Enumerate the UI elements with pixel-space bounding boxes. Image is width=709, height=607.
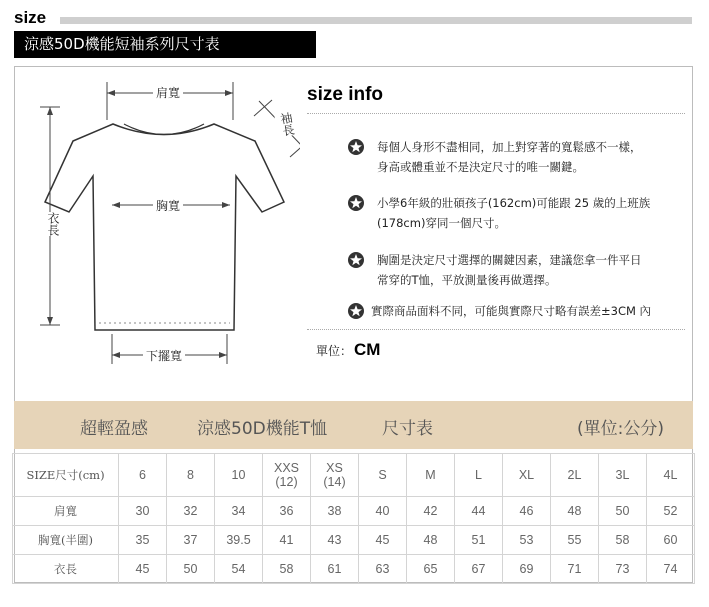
table-cell: 30 bbox=[119, 497, 167, 526]
table-cell: 48 bbox=[407, 526, 455, 555]
table-cell: 63 bbox=[359, 555, 407, 584]
info-note bbox=[347, 193, 692, 233]
sleeve-label: 袖長 bbox=[274, 110, 301, 138]
info-divider-bottom bbox=[307, 329, 685, 330]
chest-label: 胸寬 bbox=[153, 197, 183, 214]
table-cell: 42 bbox=[407, 497, 455, 526]
size-col-header: 3L bbox=[599, 454, 647, 497]
table-cell: 54 bbox=[215, 555, 263, 584]
star-icon bbox=[347, 251, 365, 269]
star-icon bbox=[347, 194, 365, 212]
shoulder-label: 肩寬 bbox=[153, 84, 183, 101]
star-icon bbox=[347, 302, 365, 320]
table-cell: 45 bbox=[119, 555, 167, 584]
size-col-header: 2L bbox=[551, 454, 599, 497]
table-cell: 46 bbox=[503, 497, 551, 526]
info-note bbox=[347, 137, 692, 177]
size-col-header: L bbox=[455, 454, 503, 497]
size-info-title: size info bbox=[307, 84, 384, 105]
size-col-header: M bbox=[407, 454, 455, 497]
table-cell: 50 bbox=[599, 497, 647, 526]
table-header-row bbox=[13, 454, 695, 497]
size-col-header: XXS (12) bbox=[263, 454, 311, 497]
banner-text: 尺寸表 bbox=[382, 419, 433, 439]
length-label: 衣長 bbox=[42, 212, 65, 236]
table-cell: 50 bbox=[167, 555, 215, 584]
table-cell: 36 bbox=[263, 497, 311, 526]
table-cell: 69 bbox=[503, 555, 551, 584]
size-col-header: 4L bbox=[647, 454, 695, 497]
unit-label: 單位： bbox=[316, 344, 353, 358]
info-note bbox=[347, 250, 692, 290]
note-line: 實際商品面料不同，可能與實際尺寸略有誤差±3CM 內 bbox=[371, 304, 652, 318]
row-label: 胸寬(半圍) bbox=[13, 526, 119, 555]
table-cell: 38 bbox=[311, 497, 359, 526]
banner-text: 涼感50D機能T恤 bbox=[197, 419, 328, 439]
note-line: 身高或體重並不是決定尺寸的唯一關鍵。 bbox=[377, 160, 584, 174]
table-cell: 53 bbox=[503, 526, 551, 555]
table-cell: 74 bbox=[647, 555, 695, 584]
size-table bbox=[12, 453, 695, 584]
table-cell: 41 bbox=[263, 526, 311, 555]
table-cell: 43 bbox=[311, 526, 359, 555]
size-chart-banner bbox=[14, 401, 693, 449]
banner-text: 超輕盈感 bbox=[80, 419, 148, 439]
table-cell: 45 bbox=[359, 526, 407, 555]
table-cell: 32 bbox=[167, 497, 215, 526]
size-col-header: S bbox=[359, 454, 407, 497]
size-col-header: XL bbox=[503, 454, 551, 497]
table-cell: 48 bbox=[551, 497, 599, 526]
table-row bbox=[13, 555, 695, 584]
unit-value: CM bbox=[354, 340, 381, 359]
page-title: 涼感50D機能短袖系列尺寸表 bbox=[14, 31, 316, 58]
info-divider-top bbox=[307, 113, 685, 114]
table-cell: 55 bbox=[551, 526, 599, 555]
row-label: 肩寬 bbox=[13, 497, 119, 526]
size-header-cell: SIZE尺寸(cm) bbox=[13, 454, 119, 497]
table-row bbox=[13, 526, 695, 555]
size-col-header: 10 bbox=[215, 454, 263, 497]
note-line: (178cm)穿同一個尺寸。 bbox=[377, 216, 506, 230]
table-cell: 52 bbox=[647, 497, 695, 526]
row-label: 衣長 bbox=[13, 555, 119, 584]
table-cell: 44 bbox=[455, 497, 503, 526]
note-line: 小學6年級的壯碩孩子(162cm)可能跟 25 歲的上班族 bbox=[377, 196, 651, 210]
table-row bbox=[13, 497, 695, 526]
note-line: 常穿的T恤，平放測量後再做選擇。 bbox=[377, 273, 557, 287]
table-cell: 51 bbox=[455, 526, 503, 555]
size-col-header: XS (14) bbox=[311, 454, 359, 497]
info-note bbox=[347, 301, 692, 321]
table-cell: 65 bbox=[407, 555, 455, 584]
table-cell: 67 bbox=[455, 555, 503, 584]
table-cell: 60 bbox=[647, 526, 695, 555]
tshirt-diagram bbox=[20, 72, 300, 382]
table-cell: 34 bbox=[215, 497, 263, 526]
unit-text bbox=[316, 340, 380, 360]
hem-label: 下擺寬 bbox=[143, 347, 185, 364]
star-icon bbox=[347, 138, 365, 156]
table-cell: 73 bbox=[599, 555, 647, 584]
table-cell: 35 bbox=[119, 526, 167, 555]
size-col-header: 8 bbox=[167, 454, 215, 497]
banner-text: (單位:公分) bbox=[577, 419, 664, 439]
table-cell: 37 bbox=[167, 526, 215, 555]
table-cell: 61 bbox=[311, 555, 359, 584]
table-cell: 40 bbox=[359, 497, 407, 526]
heading-divider-bar bbox=[60, 17, 692, 24]
size-heading: size bbox=[14, 8, 47, 27]
table-cell: 58 bbox=[263, 555, 311, 584]
size-col-header: 6 bbox=[119, 454, 167, 497]
table-cell: 39.5 bbox=[215, 526, 263, 555]
table-cell: 58 bbox=[599, 526, 647, 555]
note-line: 胸圍是決定尺寸選擇的關鍵因素，建議您拿一件平日 bbox=[377, 253, 642, 267]
table-cell: 71 bbox=[551, 555, 599, 584]
note-line: 每個人身形不盡相同，加上對穿著的寬鬆感不一樣， bbox=[377, 140, 642, 154]
